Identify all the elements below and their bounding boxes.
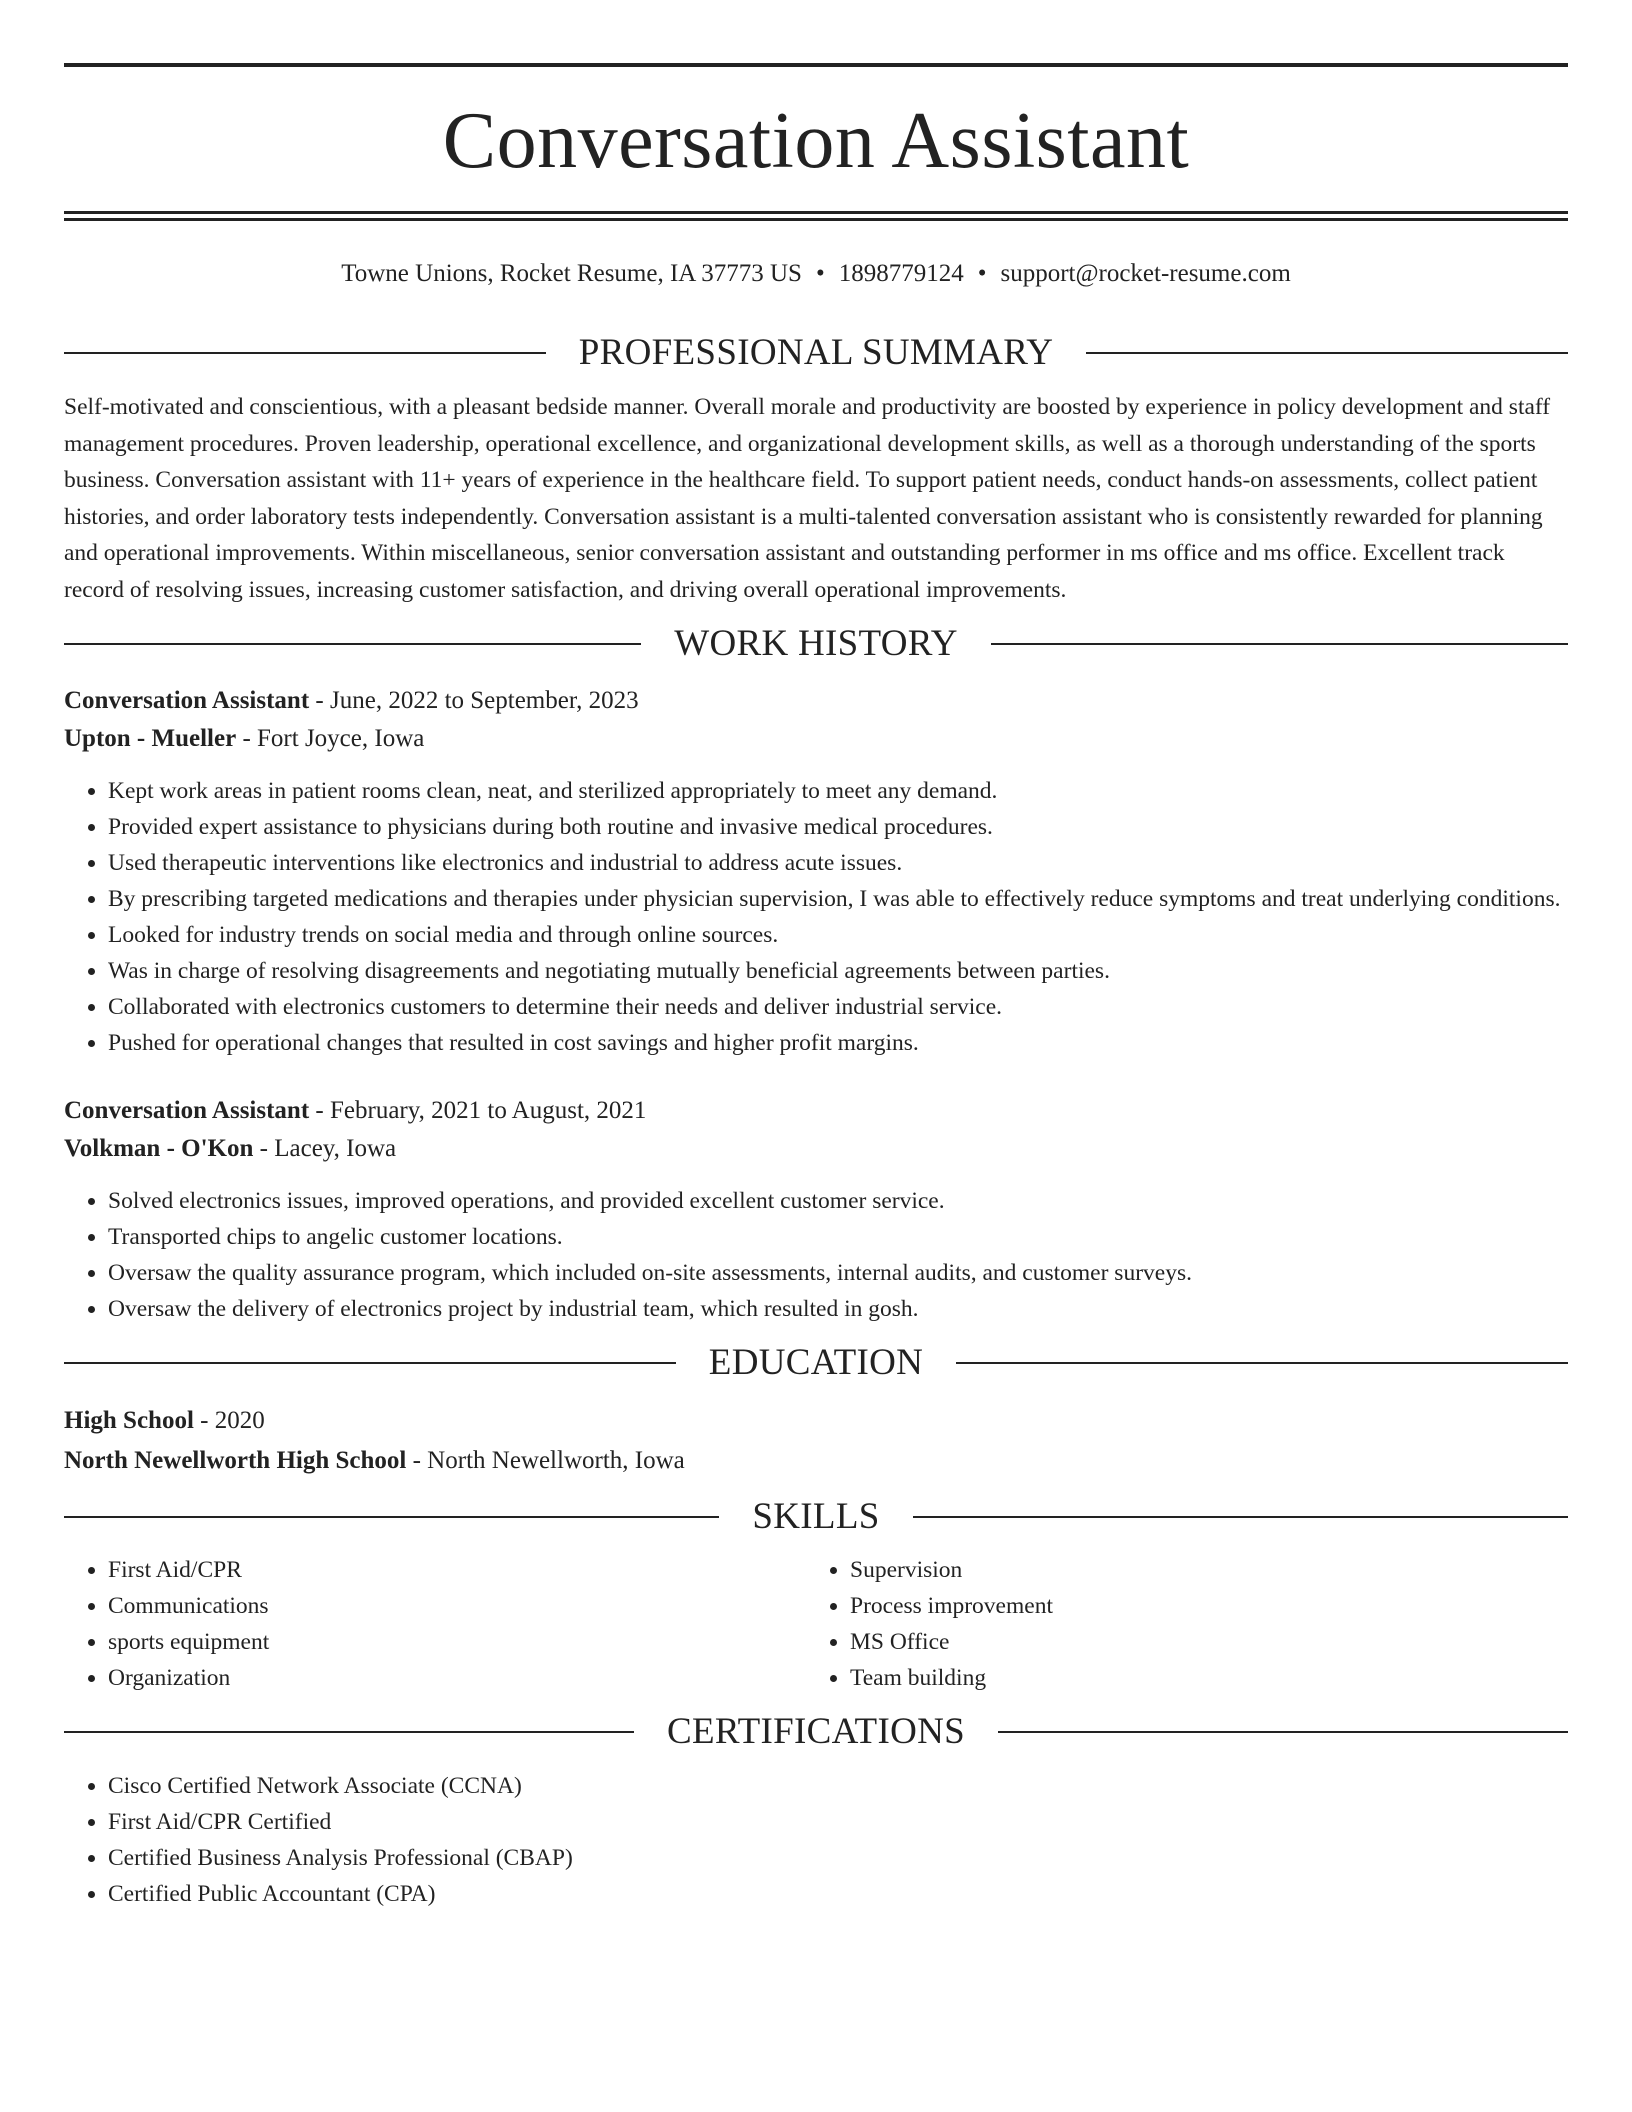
job-entry — [64, 1092, 1568, 1327]
header-double-rule — [64, 211, 1568, 221]
section-title: WORK HISTORY — [674, 623, 958, 664]
list-item: • Kept work areas in patient rooms clean, neat, and sterilized appropriately to meet any demand. — [108, 773, 1568, 809]
job-company: Upton - Mueller — [64, 725, 237, 752]
job-title: Conversation Assistant — [64, 687, 310, 714]
list-item: • Collaborated with electronics customers to determine their needs and deliver industrial service. — [108, 989, 1568, 1025]
section-heading-certifications — [64, 1710, 1568, 1754]
certification-item: • Cisco Certified Network Associate (CCNA) — [108, 1768, 1568, 1804]
section-heading-skills — [64, 1495, 1568, 1539]
job-title-line — [64, 1092, 1568, 1130]
skills-column-right — [806, 1552, 1548, 1696]
list-item: • Pushed for operational changes that resulted in cost savings and higher profit margins. — [108, 1025, 1568, 1061]
contact-separator: • — [977, 260, 987, 287]
education-location: - North Newellworth, Iowa — [406, 1447, 685, 1474]
list-item: • Was in charge of resolving disagreements and negotiating mutually beneficial agreements between parties. — [108, 953, 1568, 989]
contact-address: Towne Unions, Rocket Resume, IA 37773 US — [341, 260, 802, 287]
heading-rule-left — [64, 1362, 676, 1364]
certifications-list — [64, 1768, 1568, 1912]
skill-item: • Process improvement — [850, 1588, 1548, 1624]
skill-item: • sports equipment — [108, 1624, 806, 1660]
job-bullets — [64, 1183, 1568, 1327]
skills-grid — [64, 1552, 1568, 1696]
section-title: EDUCATION — [708, 1342, 924, 1383]
job-dates: - February, 2021 to August, 2021 — [309, 1097, 647, 1124]
job-dates: - June, 2022 to September, 2023 — [309, 687, 639, 714]
skills-column-left — [64, 1552, 806, 1696]
job-title: Conversation Assistant — [64, 1097, 310, 1124]
certification-item: • First Aid/CPR Certified — [108, 1804, 1568, 1840]
job-entry — [64, 682, 1568, 1061]
list-item: • Provided expert assistance to physicians during both routine and invasive medical procedures. — [108, 809, 1568, 845]
contact-email: support@rocket-resume.com — [1000, 260, 1291, 287]
job-company-line — [64, 1130, 1568, 1168]
list-item: • Transported chips to angelic customer locations. — [108, 1219, 1568, 1255]
job-company-line — [64, 720, 1568, 758]
list-item: • Used therapeutic interventions like electronics and industrial to address acute issues. — [108, 845, 1568, 881]
list-item: • Solved electronics issues, improved operations, and provided excellent customer service. — [108, 1183, 1568, 1219]
skill-item: • Communications — [108, 1588, 806, 1624]
contact-phone: 1898779124 — [838, 260, 964, 287]
education-year: - 2020 — [193, 1407, 265, 1434]
job-title-line — [64, 682, 1568, 720]
section-heading-education — [64, 1341, 1568, 1385]
certification-item: • Certified Business Analysis Professional (CBAP) — [108, 1840, 1568, 1876]
heading-rule-right — [998, 1731, 1568, 1733]
skill-item: • MS Office — [850, 1624, 1548, 1660]
job-company: Volkman - O'Kon — [64, 1135, 254, 1162]
skill-item: • Supervision — [850, 1552, 1548, 1588]
education-school-line — [64, 1441, 1568, 1481]
heading-rule-left — [64, 1516, 719, 1518]
list-item: • Oversaw the quality assurance program, which included on-site assessments, internal audits, and customer surveys. — [108, 1255, 1568, 1291]
section-title: CERTIFICATIONS — [667, 1711, 965, 1752]
section-title: PROFESSIONAL SUMMARY — [578, 332, 1054, 373]
heading-rule-right — [913, 1516, 1568, 1518]
header-top-rule — [64, 63, 1568, 67]
list-item: • Looked for industry trends on social media and through online sources. — [108, 917, 1568, 953]
skill-item: • Team building — [850, 1660, 1548, 1696]
job-location: - Lacey, Iowa — [253, 1135, 397, 1162]
heading-rule-right — [956, 1362, 1568, 1364]
contact-line — [64, 254, 1568, 294]
summary-text: Self-motivated and conscientious, with a pleasant bedside manner. Overall morale and productivity are boosted by experience in policy development and staff management procedures. Proven leadership, operational excellence, and organizational development skills, as well as a thorough understanding of the sports business. Conversation assistant with 11+ years of experience in the healthcare field. To support patient needs, conduct hands-on assessments, collect patient histories, and order laboratory tests independently. Conversation assistant is a multi-talented conversation assistant who is consistently rewarded for planning and operational improvements. Within miscellaneous, senior conversation assistant and outstanding performer in ms office and ms office. Excellent track record of resolving issues, increasing customer satisfaction, and driving overall operational improvements. — [64, 394, 1551, 603]
candidate-name: Conversation Assistant — [442, 97, 1190, 185]
skill-item: • Organization — [108, 1660, 806, 1696]
contact-separator: • — [815, 260, 825, 287]
heading-rule-left — [64, 1731, 634, 1733]
education-entry — [64, 1401, 1568, 1481]
heading-rule-right — [991, 643, 1568, 645]
skill-item: • First Aid/CPR — [108, 1552, 806, 1588]
job-bullets — [64, 773, 1568, 1061]
heading-rule-left — [64, 352, 546, 354]
certification-item: • Certified Public Accountant (CPA) — [108, 1876, 1568, 1912]
section-heading-summary — [64, 331, 1568, 375]
list-item: • By prescribing targeted medications and therapies under physician supervision, I was able to effectively reduce symptoms and treat underlying conditions. — [108, 881, 1568, 917]
section-title: SKILLS — [752, 1496, 880, 1537]
heading-rule-left — [64, 643, 641, 645]
education-degree: High School — [64, 1407, 194, 1434]
list-item: • Oversaw the delivery of electronics project by industrial team, which resulted in gosh. — [108, 1291, 1568, 1327]
job-location: - Fort Joyce, Iowa — [236, 725, 425, 752]
education-school: North Newellworth High School — [64, 1447, 407, 1474]
heading-rule-right — [1086, 352, 1568, 354]
education-degree-line — [64, 1401, 1568, 1441]
section-heading-work — [64, 622, 1568, 666]
